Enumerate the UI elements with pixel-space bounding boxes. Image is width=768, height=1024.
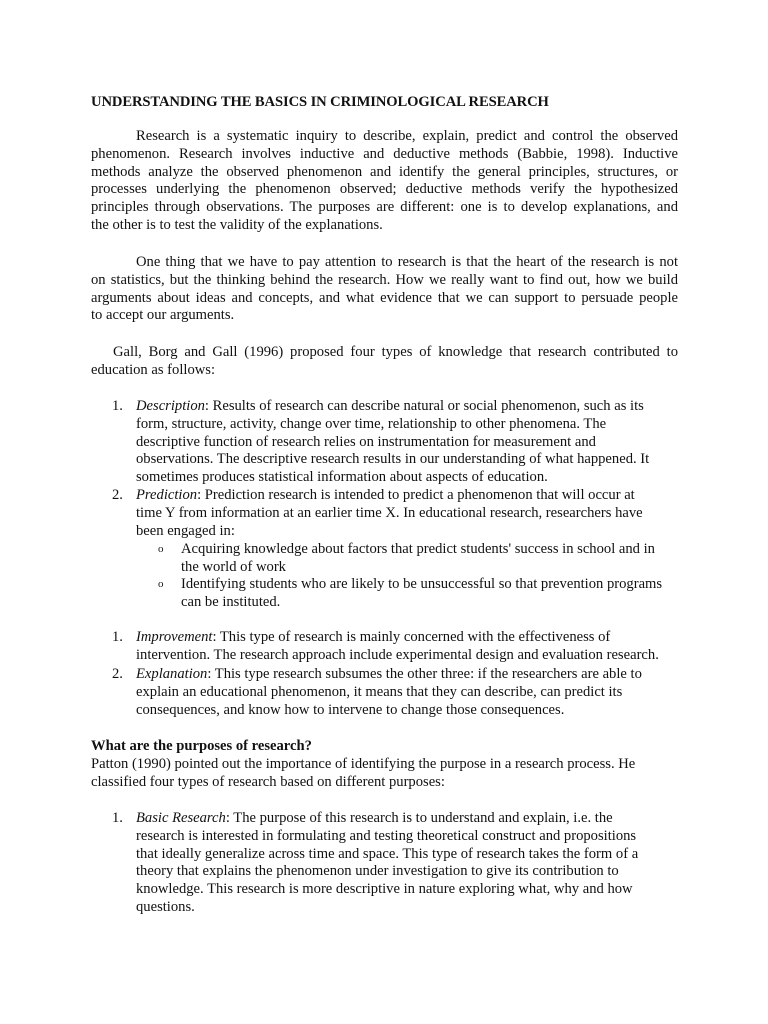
list-item-text: : This type research subsumes the other three: if the researchers are able to — [207, 666, 642, 682]
text-line: sometimes produces statistical information about aspects of education. — [136, 469, 548, 486]
list-number: 1. — [112, 398, 123, 414]
bullet-item-acquiring-knowledge — [181, 541, 681, 577]
text-line: One thing that we have to pay attention to research is that the heart of the research is not — [136, 254, 678, 270]
bullet-marker: o — [158, 543, 164, 555]
text-line: Identifying students who are likely to be unsuccessful so that prevention programs — [181, 576, 663, 592]
list-item-text: : Results of research can describe natural or social phenomenon, such as its — [204, 398, 644, 414]
text-line: Research is a systematic inquiry to describe, explain, predict and control the observed — [136, 128, 678, 144]
list-item-text: : The purpose of this research is to understand and explain, i.e. the — [225, 810, 613, 826]
text-line: descriptive function of research relies on instrumentation for measurement and — [136, 433, 596, 450]
list-item-first-line — [136, 666, 681, 684]
text-line: the world of work — [181, 558, 286, 575]
list-item-term: Basic Research — [136, 810, 226, 826]
text-line: can be instituted. — [181, 593, 281, 610]
list-item-term: Explanation — [136, 666, 208, 682]
paragraph-patton — [91, 756, 671, 792]
list-item-first-line — [136, 398, 681, 416]
text-line: processes underlying the phenomenon observed; deductive methods verify the hypothesized — [91, 181, 678, 198]
text-line: Patton (1990) pointed out the importance of identifying the purpose in a research process. He — [91, 756, 636, 772]
paragraph-research-definition — [91, 128, 678, 235]
text-line: to accept our arguments. — [91, 307, 235, 324]
list-item-text: : Prediction research is intended to predict a phenomenon that will occur at — [197, 487, 635, 503]
text-line: knowledge. This research is more descriptive in nature exploring what, why and how — [136, 881, 633, 898]
bullet-marker: o — [158, 578, 164, 590]
paragraph-research-thinking — [91, 254, 678, 325]
text-line: Gall, Borg and Gall (1996) proposed four types of knowledge that research contributed to — [113, 344, 678, 360]
list-number: 2. — [112, 666, 123, 682]
text-line: observations. The descriptive research results in our understanding of what happened. It — [136, 451, 650, 468]
text-line: principles through observations. The purposes are different: one is to develop explanations, and — [91, 199, 678, 216]
text-line: arguments about ideas and concepts, and what evidence that we can support to persuade people — [91, 289, 678, 306]
text-line: methods analyze the observed phenomenon and identify the general principles, structures, or — [91, 163, 678, 180]
list-number: 1. — [112, 810, 123, 826]
list-item-first-line — [136, 629, 681, 647]
text-line: explain an educational phenomenon, it means that they can describe, can predict its — [136, 683, 623, 700]
text-line: time Y from information at an earlier time X. In educational research, researchers have — [136, 504, 643, 521]
text-line: education as follows: — [91, 361, 216, 378]
bullet-item-identifying-students — [181, 576, 681, 612]
text-line: Acquiring knowledge about factors that predict students' success in school and in — [181, 541, 655, 557]
text-line: that ideally generalize across time and space. This type of research takes the form of a — [136, 845, 639, 862]
text-line: questions. — [136, 898, 195, 915]
list-item-explanation — [136, 666, 681, 719]
list-item-description — [136, 398, 681, 487]
text-line: phenomenon. Research involves inductive and deductive methods (Babbie, 1998). Inductive — [91, 145, 678, 162]
list-item-text: : This type of research is mainly concerned with the effectiveness of — [212, 629, 611, 645]
text-line: intervention. The research approach include experimental design and evaluation research. — [136, 646, 659, 663]
list-item-first-line — [136, 487, 681, 505]
list-item-term: Improvement — [136, 629, 213, 645]
text-line: the other is to test the validity of the explanations. — [91, 216, 383, 233]
list-number: 2. — [112, 487, 123, 503]
list-number: 1. — [112, 629, 123, 645]
list-item-basic-research — [136, 810, 681, 917]
list-item-improvement — [136, 629, 681, 665]
list-item-term: Prediction — [136, 487, 198, 503]
text-line: classified four types of research based on different purposes: — [91, 773, 445, 790]
paragraph-knowledge-types — [91, 344, 678, 380]
list-item-first-line — [136, 810, 681, 828]
section-heading-purposes: What are the purposes of research? — [91, 738, 312, 754]
text-line: research is interested in formulating and testing theoretical construct and propositions — [136, 827, 637, 844]
list-item-term: Description — [136, 398, 205, 414]
list-item-prediction — [136, 487, 681, 540]
document-title: UNDERSTANDING THE BASICS IN CRIMINOLOGICAL RESEARCH — [91, 94, 549, 110]
text-line: consequences, and know how to intervene to change those consequences. — [136, 701, 565, 718]
text-line: theory that explains the phenomenon under investigation to give its contribution to — [136, 863, 619, 880]
text-line: been engaged in: — [136, 522, 235, 539]
text-line: form, structure, activity, change over time, relationship to other phenomena. The — [136, 415, 607, 432]
text-line: on statistics, but the thinking behind the research. How we really want to find out, how we build — [91, 271, 678, 288]
